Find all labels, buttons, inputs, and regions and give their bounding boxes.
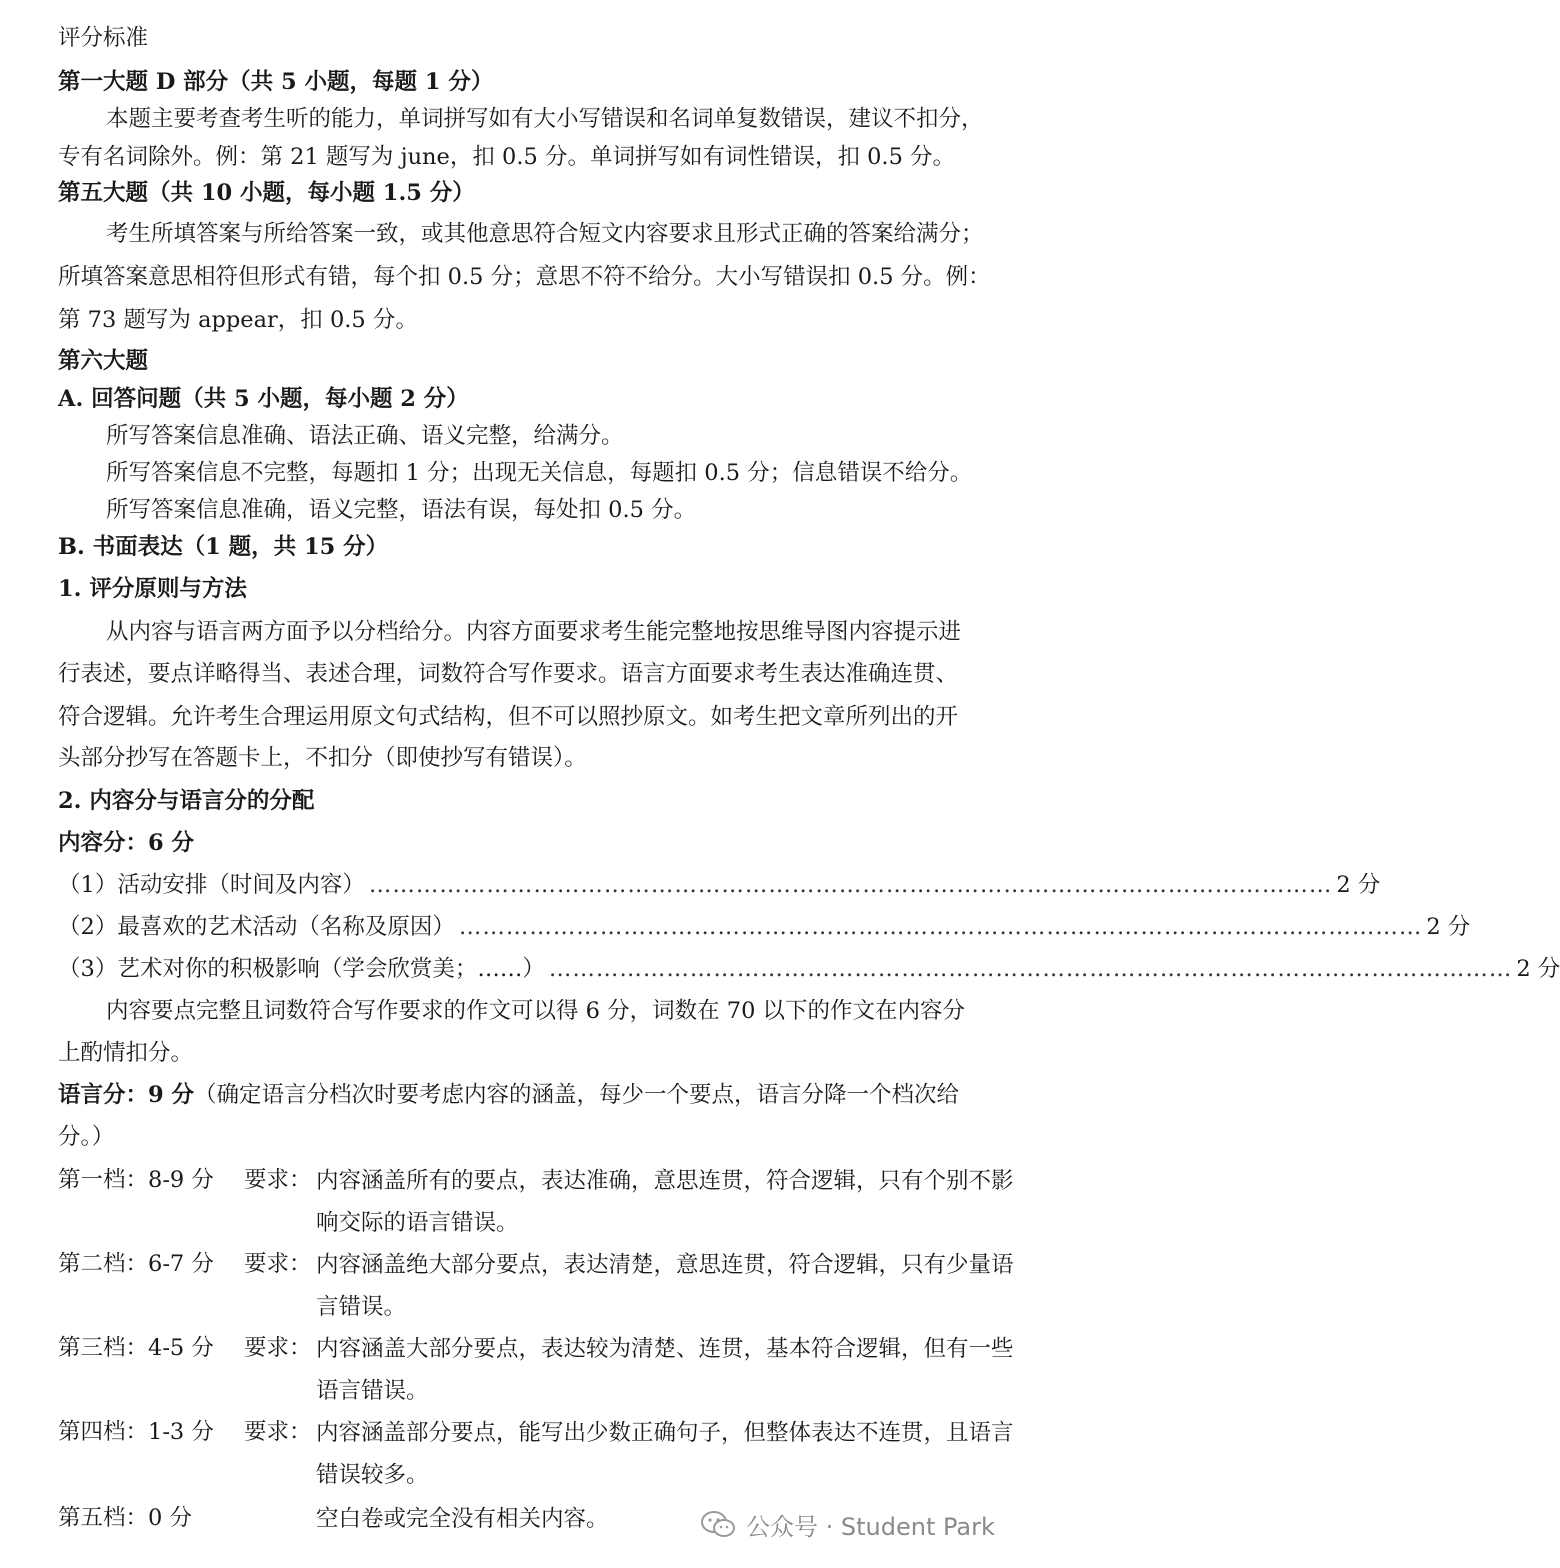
partA-heading: A. 回答问题（共 5 小题，每小题 2 分）	[58, 386, 469, 412]
section5-heading: 第五大题（共 10 小题，每小题 1.5 分）	[58, 180, 475, 206]
section1-paragraph-line: 本题主要考查考生听的能力，单词拼写如有大小写错误和名词单复数错误，建议不扣分，	[106, 106, 984, 132]
leader-dots: ……………………………………………………………………………………………………………	[368, 872, 1333, 898]
partA-rule: 所写答案信息不完整，每题扣 1 分；出现无关信息，每题扣 0.5 分；信息错误不给分。	[106, 460, 973, 486]
tier-description: 内容涵盖大部分要点，表达较为清楚、连贯，基本符合逻辑，但有一些语言错误。	[316, 1336, 1014, 1404]
wechat-icon	[700, 1510, 736, 1538]
tier-requirement-label: 要求：	[244, 1167, 312, 1193]
partB-heading: B. 书面表达（1 题，共 15 分）	[58, 534, 389, 560]
content-item-points: 2 分	[1426, 914, 1471, 940]
tier-description: 内容涵盖所有的要点，表达准确，意思连贯，符合逻辑，只有个别不影响交际的语言错误。	[316, 1168, 1014, 1236]
principle-line: 符合逻辑。允许考生合理运用原文句式结构，但不可以照抄原文。如考生把文章所列出的开	[58, 704, 959, 730]
subsection-heading: 1. 评分原则与方法	[58, 576, 247, 602]
tier-requirement-label: 要求：	[244, 1251, 312, 1277]
tier-name: 第三档：4-5 分	[58, 1335, 214, 1361]
leader-dots: ……………………………………………………………………………………………………………	[458, 914, 1423, 940]
content-item	[58, 865, 1381, 905]
language-score-note: （确定语言分档次时要考虑内容的涵盖，每少一个要点，语言分降一个档次给	[194, 1082, 960, 1108]
tier-name: 第五档：0 分	[58, 1505, 192, 1531]
tier-requirement-label: 要求：	[244, 1335, 312, 1361]
language-score-note-continued: 分。）	[58, 1124, 115, 1150]
content-note-line: 内容要点完整且词数符合写作要求的作文可以得 6 分，词数在 70 以下的作文在内容分	[106, 998, 966, 1024]
tier-name: 第二档：6-7 分	[58, 1251, 214, 1277]
principle-line: 行表述，要点详略得当、表述合理，词数符合写作要求。语言方面要求考生表达准确连贯、	[58, 661, 959, 687]
section1-paragraph-line: 专有名词除外。例：第 21 题写为 june，扣 0.5 分。单词拼写如有词性错误，扣 0.5 分。	[58, 144, 956, 170]
partA-rule: 所写答案信息准确，语义完整，语法有误，每处扣 0.5 分。	[106, 497, 697, 523]
partA-rule: 所写答案信息准确、语法正确、语义完整，给满分。	[106, 423, 624, 449]
tier-name: 第四档：1-3 分	[58, 1419, 214, 1445]
tier-requirement-label: 要求：	[244, 1419, 312, 1445]
subsection-heading: 2. 内容分与语言分的分配	[58, 788, 315, 814]
section6-heading: 第六大题	[58, 348, 149, 374]
tier-description: 内容涵盖部分要点，能写出少数正确句子，但整体表达不连贯，且语言错误较多。	[316, 1420, 1014, 1488]
content-item-points: 2 分	[1336, 872, 1381, 898]
watermark-text: 公众号 · Student Park	[746, 1512, 995, 1541]
section1-heading: 第一大题 D 部分（共 5 小题，每题 1 分）	[58, 69, 494, 95]
principle-line: 头部分抄写在答题卡上，不扣分（即使抄写有错误）。	[58, 745, 587, 771]
watermark	[700, 1504, 995, 1544]
score-tier	[58, 1412, 1028, 1496]
score-tier	[58, 1160, 1028, 1244]
language-score-line	[58, 1075, 959, 1115]
leader-dots: ……………………………………………………………………………………………………………	[548, 956, 1513, 982]
content-item	[58, 949, 1560, 989]
content-score-heading: 内容分：6 分	[58, 830, 194, 856]
content-item-label: （3）艺术对你的积极影响（学会欣赏美；……）	[58, 956, 545, 982]
content-item	[58, 907, 1471, 947]
section5-paragraph-line: 所填答案意思相符但形式有错，每个扣 0.5 分；意思不符不给分。大小写错误扣 0.5 分。例：	[58, 264, 991, 290]
principle-line: 从内容与语言两方面予以分档给分。内容方面要求考生能完整地按思维导图内容提示进	[106, 619, 962, 645]
section5-paragraph-line: 第 73 题写为 appear，扣 0.5 分。	[58, 307, 418, 333]
score-tier	[58, 1328, 1028, 1412]
tier-name: 第一档：8-9 分	[58, 1167, 214, 1193]
page-title: 评分标准	[58, 25, 149, 51]
content-item-points: 2 分	[1516, 956, 1560, 982]
language-score-heading: 语言分：9 分	[58, 1082, 194, 1108]
content-note-line: 上酌情扣分。	[58, 1040, 194, 1066]
score-tier	[58, 1244, 1028, 1328]
content-item-label: （2）最喜欢的艺术活动（名称及原因）	[58, 914, 455, 940]
tier-description: 空白卷或完全没有相关内容。	[316, 1506, 609, 1532]
content-item-label: （1）活动安排（时间及内容）	[58, 872, 365, 898]
tier-description: 内容涵盖绝大部分要点，表达清楚，意思连贯，符合逻辑，只有少量语言错误。	[316, 1252, 1014, 1320]
section5-paragraph-line: 考生所填答案与所给答案一致，或其他意思符合短文内容要求且形式正确的答案给满分；	[106, 221, 984, 247]
